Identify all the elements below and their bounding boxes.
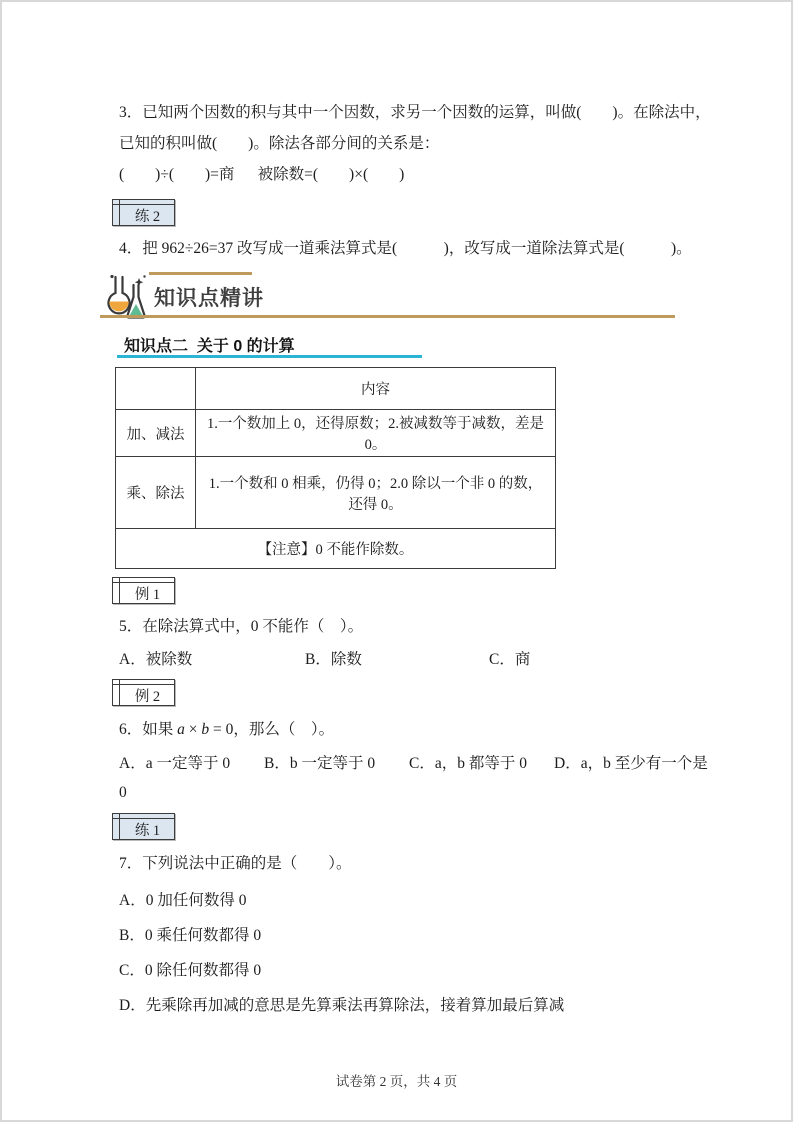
question-6-option-d-wrap: 0 xyxy=(119,784,127,801)
example-2-badge-label: 例 2 xyxy=(134,688,161,705)
table-row-label: 加、减法 xyxy=(116,410,196,457)
practice-2-badge xyxy=(112,199,175,226)
example-1-badge-label: 例 1 xyxy=(134,586,161,603)
question-3-line-2: 已知的积叫做( )。除法各部分间的关系是： xyxy=(119,135,440,152)
page-footer: 试卷第 2 页，共 4 页 xyxy=(335,1074,458,1089)
question-5-options xyxy=(119,647,739,669)
question-6-options xyxy=(119,751,739,773)
table-row-label: 乘、除法 xyxy=(116,457,196,529)
knowledge-point-underline xyxy=(117,355,422,358)
question-6-post: ，那么（ ）。 xyxy=(233,721,335,738)
table-header-content-cell: 内容 xyxy=(196,368,556,410)
question-5: 5．在除法算式中，0 不能作（ ）。 xyxy=(119,618,364,635)
option-d: D．a，b 至少有一个是 xyxy=(554,755,708,772)
question-6 xyxy=(119,719,719,741)
question-4: 4．把 962÷26=37 改写成一道乘法算式是( )，改写成一道除法算式是( )。 xyxy=(119,240,692,257)
question-3-line-3: ( )÷( )=商 被除数=( )×( ) xyxy=(119,166,405,183)
practice-1-badge xyxy=(112,813,175,840)
practice-1-badge-label: 练 1 xyxy=(134,822,161,839)
header-top-accent-line xyxy=(149,272,252,275)
knowledge-table xyxy=(115,367,556,569)
variable-b: b xyxy=(201,721,210,738)
table-header-row xyxy=(116,368,556,410)
option-d: D．先乘除再加减的意思是先算乘法再算除法，接着算加最后算减 xyxy=(119,997,565,1014)
equals-zero: = 0 xyxy=(209,721,234,738)
question-7: 7．下列说法中正确的是（ ）。 xyxy=(119,855,352,872)
option-c: C．商 xyxy=(489,651,531,668)
lab-flasks-icon xyxy=(106,273,150,326)
table-header-empty-cell xyxy=(116,368,196,410)
option-a: A．a 一定等于 0 xyxy=(119,755,231,772)
option-a: A．0 加任何数得 0 xyxy=(119,892,247,909)
option-a: A．被除数 xyxy=(119,651,193,668)
example-1-badge xyxy=(112,577,175,604)
table-row-content: 1.一个数和 0 相乘，仍得 0；2.0 除以一个非 0 的数，还得 0。 xyxy=(196,457,556,529)
option-b: B．0 乘任何数都得 0 xyxy=(119,927,262,944)
section-title: 知识点精讲 xyxy=(154,287,264,310)
table-row-content: 1.一个数加上 0，还得原数；2.被减数等于减数，差是 0。 xyxy=(196,410,556,457)
option-c: C．0 除任何数都得 0 xyxy=(119,962,262,979)
table-note-cell: 【注意】0 不能作除数。 xyxy=(116,529,556,569)
table-note-row xyxy=(116,529,556,569)
question-6-pre: 6．如果 xyxy=(119,721,178,738)
question-3-line-1: 3．已知两个因数的积与其中一个因数，求另一个因数的运算，叫做( )。在除法中， xyxy=(119,104,711,121)
table-row xyxy=(116,457,556,529)
option-b: B．b 一定等于 0 xyxy=(264,755,376,772)
practice-2-badge-label: 练 2 xyxy=(134,208,161,225)
header-underline xyxy=(100,315,675,318)
knowledge-point-heading: 知识点二 关于 0 的计算 xyxy=(124,338,295,355)
table-row xyxy=(116,410,556,457)
variable-a: a xyxy=(177,721,185,738)
example-2-badge xyxy=(112,679,175,706)
option-b: B．除数 xyxy=(305,651,362,668)
option-c: C．a，b 都等于 0 xyxy=(409,755,527,772)
times-sign: × xyxy=(184,721,202,738)
